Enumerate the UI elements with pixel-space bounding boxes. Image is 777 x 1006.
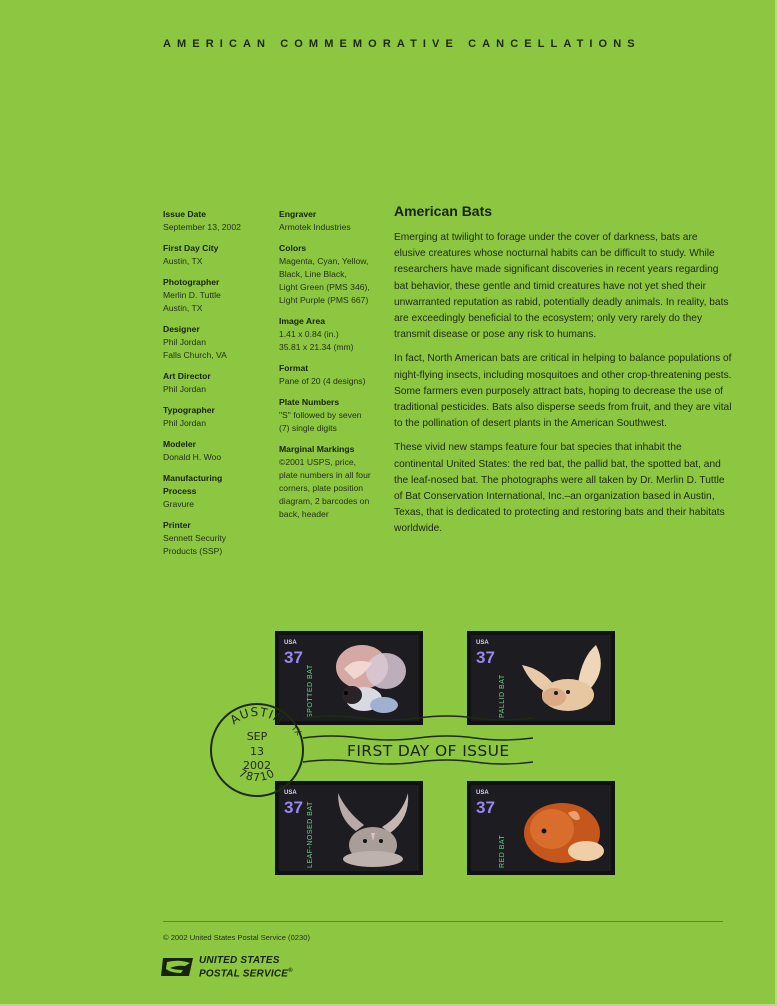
detail-label: Colors [279,243,307,253]
postmark-year: 2002 [243,759,271,772]
detail-label: Manufacturing Process [163,473,223,496]
detail-value: Light Green (PMS 346), [279,282,370,292]
first-day-of-issue-slogan: FIRST DAY OF ISSUE [347,742,510,760]
article-title: American Bats [394,203,493,219]
stamp-country: USA [284,640,297,646]
stamp-name: SPOTTED BAT [307,664,314,718]
usps-logo-text [199,955,293,979]
stamp-denomination: 37 [476,648,495,667]
postmark-state: TX [289,723,304,738]
spotted-bat-image [324,639,414,717]
detail-label: Art Director [163,371,211,381]
detail-value: Armotek Industries [279,222,351,232]
usps-logo-line2-text: POSTAL SERVICE [199,968,289,980]
stamp-denomination: 37 [284,798,303,817]
postmark-zip: 78710 [236,766,278,784]
usps-logo-line2 [199,966,293,979]
stamp-denomination: 37 [284,648,303,667]
detail-value: back, header [279,509,329,519]
red-bat-image [516,789,606,867]
postmark-day: 13 [250,745,264,758]
detail-value: "S" followed by seven [279,410,362,420]
detail-value: corners, plate position [279,483,364,493]
detail-value: Phil Jordan [163,337,206,347]
stamp-name: PALLID BAT [499,674,506,718]
stamp-pallid-bat [467,631,615,725]
detail-value: Black, Line Black, [279,269,347,279]
detail-label: Printer [163,520,191,530]
stamp-name: LEAF-NOSED BAT [307,801,314,868]
stamp-country: USA [284,790,297,796]
postmark-month: SEP [246,730,268,743]
usps-logo-line1: UNITED STATES [199,955,280,966]
detail-issue-date [163,208,273,234]
detail-value: diagram, 2 barcodes on [279,496,370,506]
detail-label: Marginal Markings [279,444,355,454]
detail-value: Austin, TX [163,256,203,266]
detail-art-director [163,370,273,396]
detail-value: Light Purple (PMS 667) [279,295,369,305]
detail-label: Issue Date [163,209,206,219]
detail-value: 35.81 x 21.34 (mm) [279,342,354,352]
detail-label: Plate Numbers [279,397,340,407]
detail-value: Sennett Security [163,533,227,543]
detail-plate-numbers [279,396,391,435]
detail-value: plate numbers in all four [279,470,371,480]
detail-value: Donald H. Woo [163,452,222,462]
copyright-text: © 2002 United States Postal Service (0230) [163,933,311,942]
detail-label: Designer [163,324,200,334]
leaf-nosed-bat-image [324,789,414,867]
stamp-country: USA [476,640,489,646]
detail-value: Austin, TX [163,303,203,313]
stamp-red-bat [467,781,615,875]
detail-engraver [279,208,391,234]
usps-logo [161,955,321,979]
stamp-name: RED BAT [499,834,506,868]
detail-modeler [163,438,273,464]
detail-value: September 13, 2002 [163,222,241,232]
footer-divider [163,921,723,922]
detail-label: Engraver [279,209,317,219]
detail-label: Photographer [163,277,220,287]
detail-label: Typographer [163,405,215,415]
eagle-head-icon [161,955,195,977]
detail-manufacturing-process [163,472,273,511]
detail-colors [279,242,391,307]
detail-printer [163,519,273,558]
detail-value: Pane of 20 (4 designs) [279,376,366,386]
detail-value: Falls Church, VA [163,350,227,360]
detail-value: Phil Jordan [163,418,206,428]
detail-designer [163,323,273,362]
detail-label: Image Area [279,316,326,326]
detail-value: (7) single digits [279,423,337,433]
cancel-wave-line [303,713,533,723]
detail-label: Format [279,363,309,373]
details-left-column [163,208,273,566]
stamp-country: USA [476,790,489,796]
article-body [394,230,732,546]
detail-format [279,362,391,388]
detail-value: Products (SSP) [163,546,223,556]
detail-value: Merlin D. Tuttle [163,290,221,300]
article-paragraph: Emerging at twilight to forage under the cover of darkness, bats are elusive creatures whose nocturnal habits can be difficult to study. While researchers have made significant discoveries in recent years regarding bat behavior, these gentle and timid creatures have not yet shed their unwarranted reputation as rabid, potentially deadly animals. In reality, bats are exceedingly beneficial to the ecosystem; only very rarely do they transmit disease or pose any risk to humans. [394,232,729,341]
postmark-city: AUSTIN [227,704,287,728]
detail-value: 1.41 x 0.84 (in.) [279,329,339,339]
details-right-column [279,208,391,529]
detail-typographer [163,404,273,430]
detail-label: First Day City [163,243,219,253]
postmark [207,700,307,800]
page-header: AMERICAN COMMEMORATIVE CANCELLATIONS [163,38,641,50]
detail-photographer [163,276,273,315]
detail-marginal-markings [279,443,391,521]
detail-value: ©2001 USPS, price, [279,457,357,467]
detail-label: Modeler [163,439,196,449]
registered-mark: ® [288,968,293,974]
stamp-denomination: 37 [476,798,495,817]
detail-image-area [279,315,391,354]
detail-first-day-city [163,242,273,268]
pallid-bat-image [516,639,606,717]
detail-value: Phil Jordan [163,384,206,394]
detail-value: Magenta, Cyan, Yellow, [279,256,369,266]
article-paragraph: In fact, North American bats are critical in helping to balance populations of night-flying insects, including mosquitoes and other crop-threatening pests. Some farmers even purposely attract bats, hoping to decrease the use of traditional pesticides. Bats also disperse seeds from fruit, and they are vital to the pollination of desert plants in the American Southwest. [394,353,732,430]
detail-value: Gravure [163,499,195,509]
article-paragraph: These vivid new stamps feature four bat species that inhabit the continental United States: the red bat, the pallid bat, the spotted bat, and the leaf-nosed bat. The photographs were all taken by Dr. Merlin D. Tuttle of Bat Conservation International, Inc.–an organization based in Austin, Texas, that is dedicated to protecting and restoring bats and their habitats worldwide. [394,442,725,535]
